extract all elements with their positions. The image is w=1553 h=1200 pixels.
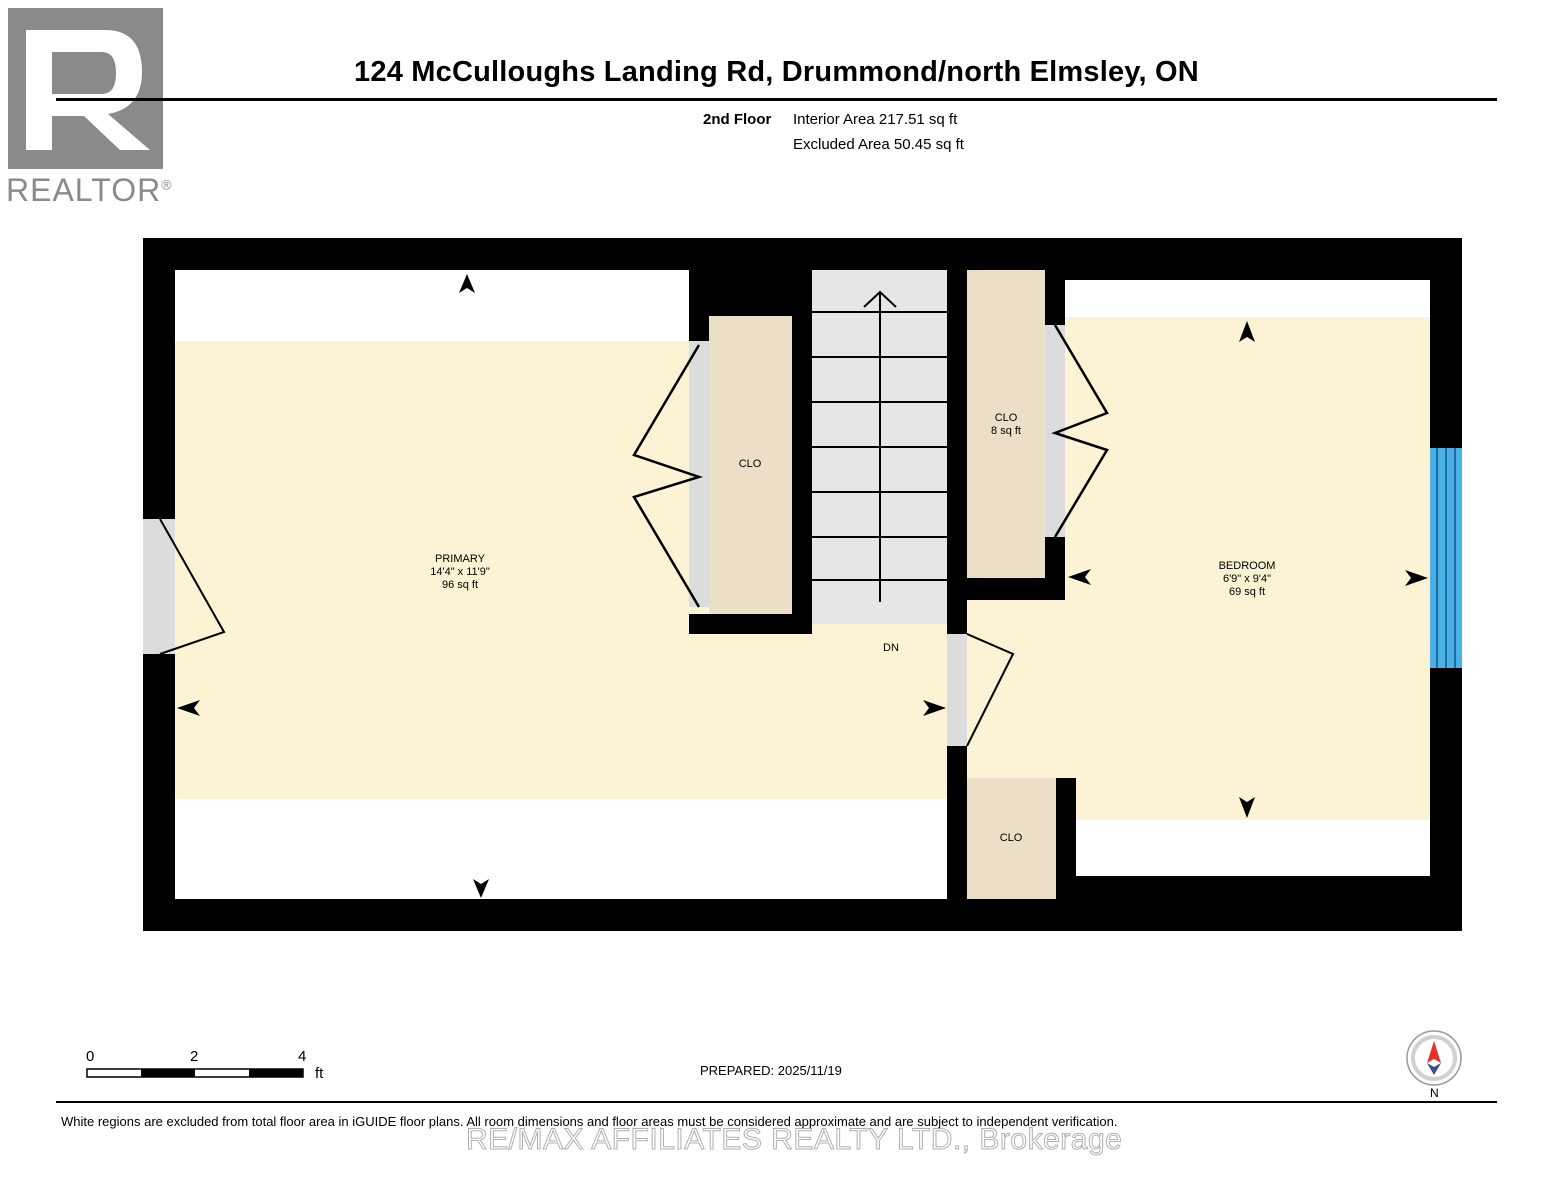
scale-tick-0: 0 [86,1048,95,1065]
realtor-logo-text: REALTOR® [6,172,173,208]
stairs-label: DN [883,642,899,654]
compass-icon [1405,1029,1463,1087]
bedroom-name: BEDROOM [1218,560,1276,572]
bedroom-label [1177,560,1317,599]
bedroom-area: 69 sq ft [1228,586,1266,598]
closet-right-label [976,412,1036,438]
scale-tick-4: 4 [298,1048,307,1065]
prepared-date: PREPARED: 2025/11/19 [700,1063,842,1078]
bottom-divider [56,1101,1497,1103]
brokerage-watermark: RE/MAX AFFILIATES REALTY LTD., Brokerage [466,1123,1123,1156]
closet-bottom-label: CLO [999,832,1023,844]
closet-right-name: CLO [994,412,1018,424]
compass-north-label: N [1430,1086,1439,1100]
bedroom-dims: 6'9" x 9'4" [1222,573,1272,585]
excluded-area: Excluded Area 50.45 sq ft [793,136,964,153]
closet-right-area: 8 sq ft [991,425,1021,437]
page-title: 124 McCulloughs Landing Rd, Drummond/north Elmsley, ON [354,56,1199,88]
primary-name: PRIMARY [435,553,485,565]
primary-label [390,553,530,592]
closet-left-label: CLO [738,458,762,470]
scale-bar [86,1068,306,1080]
interior-area: Interior Area 217.51 sq ft [793,111,958,128]
disclaimer: White regions are excluded from total floor area in iGUIDE floor plans. All room dimensions and floor areas must be considered approximate and are subject to independent verification. [61,1114,1118,1129]
primary-area: 96 sq ft [441,579,479,591]
scale-tick-2: 2 [190,1048,199,1065]
scale-unit: ft [315,1065,324,1082]
primary-dims: 14'4" x 11'9" [430,566,490,578]
floor-label: 2nd Floor [703,111,772,128]
